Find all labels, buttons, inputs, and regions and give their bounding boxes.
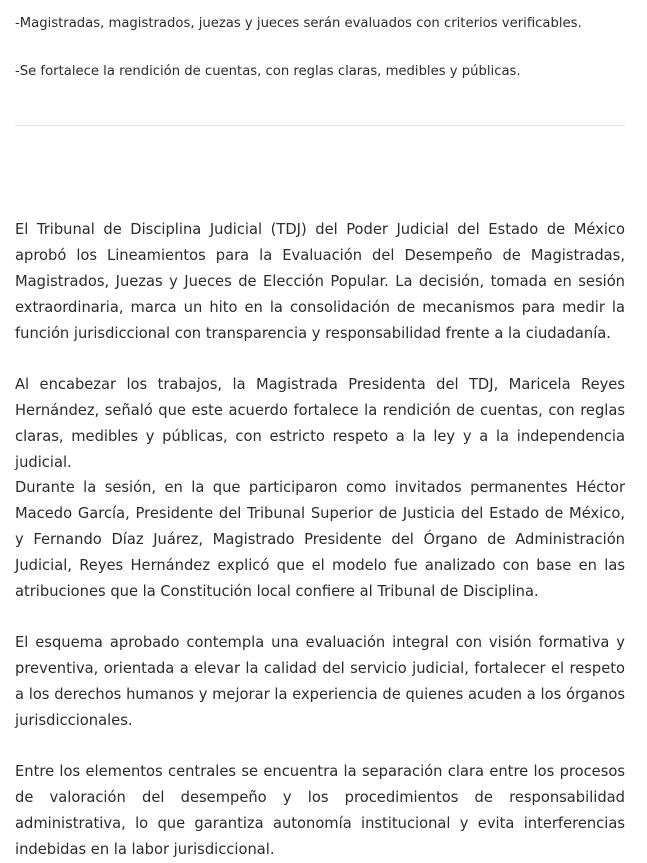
article-paragraph: Entre los elementos centrales se encuentra la separación clara entre los procesos de valoración del desempeño y los procedimientos de responsabilidad administrativa, lo que garantiza autonomía institucional y evita interferencias indebidas en la labor jurisdiccional. (15, 763, 625, 858)
highlight-item: -Se fortalece la rendición de cuentas, con reglas claras, medibles y públicas. (15, 64, 521, 79)
article-paragraph: Al encabezar los trabajos, la Magistrada Presidenta del TDJ, Maricela Reyes Hernández, señaló que este acuerdo fortalece la rendición de cuentas, con reglas claras, medibles y públicas, con estricto respeto a la ley y a la independencia judicial. (15, 376, 625, 471)
highlight-item: -Magistradas, magistrados, juezas y jueces serán evaluados con criterios verificables. (15, 16, 582, 31)
article-paragraph: Durante la sesión, en la que participaron como invitados permanentes Héctor Macedo García, Presidente del Tribunal Superior de Justicia del Estado de México, y Fernando Díaz Juárez, Magistrado Presidente del Órgano de Administración Judicial, Reyes Hernández explicó que el modelo fue analizado con base en las atribuciones que la Constitución local confiere al Tribunal de Disciplina. (15, 479, 625, 600)
section-divider (15, 125, 625, 126)
article-paragraph: El Tribunal de Disciplina Judicial (TDJ) del Poder Judicial del Estado de México aprobó los Lineamientos para la Evaluación del Desempeño de Magistradas, Magistrados, Juezas y Jueces de Elección Popular. La decisión, tomada en sesión extraordinaria, marca un hito en la consolidación de mecanismos para medir la función jurisdiccional con transparencia y responsabilidad frente a la ciudadanía. (15, 221, 625, 342)
article-paragraph: El esquema aprobado contempla una evaluación integral con visión formativa y preventiva, orientada a elevar la calidad del servicio judicial, fortalecer el respeto a los derechos humanos y mejorar la experiencia de quienes acuden a los órganos jurisdiccionales. (15, 634, 625, 729)
